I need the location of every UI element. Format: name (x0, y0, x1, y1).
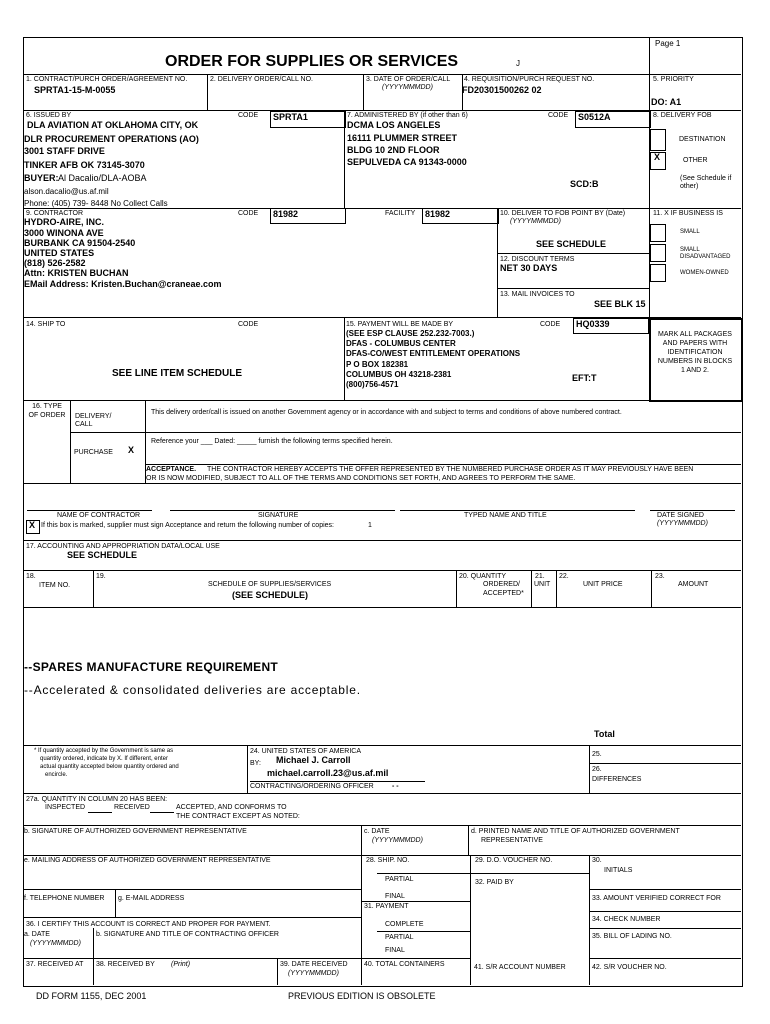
buyer-phone: Phone: (405) 739- 8448 No Collect Calls (24, 199, 168, 208)
payment-line-4: P O BOX 182381 (346, 360, 409, 369)
payment-line-1: (SEE ESP CLAUSE 252.232-7003.) (346, 329, 475, 338)
block1-label: 1. CONTRACT/PURCH ORDER/AGREEMENT NO. (26, 76, 188, 83)
block15-code-label: CODE (540, 321, 561, 328)
scd-value: SCD:B (570, 179, 599, 189)
acceptance-line-1: THE CONTRACTOR HEREBY ACCEPTS THE OFFER REPRESENTED BY THE NUMBERED PURCHASE ORDER AS IT MAY PREVIOUSLY HAVE BEEN (207, 466, 694, 473)
block35-label: 35. BILL OF LADING NO. (592, 933, 672, 940)
fob-destination: DESTINATION (679, 136, 726, 143)
type-purchase: PURCHASE (74, 449, 113, 456)
total-label: Total (594, 729, 615, 739)
block27e-label: e. MAILING ADDRESS OF AUTHORIZED GOVERNMENT REPRESENTATIVE (24, 857, 271, 864)
fob-other: OTHER (683, 157, 708, 164)
block36a-label: a. DATE (24, 931, 50, 938)
block26-differences: DIFFERENCES (592, 776, 642, 783)
block14-label: 14. SHIP TO (26, 321, 66, 328)
block26-label: 26. (592, 766, 602, 773)
officer-name: Michael J. Carroll (276, 755, 351, 765)
copies-check-mark: X (29, 520, 36, 530)
eft-value: EFT:T (572, 373, 597, 383)
contractor-line-1: HYDRO-AIRE, INC. (24, 217, 105, 227)
payment-code: HQ0339 (576, 319, 610, 329)
issued-by-line-4: TINKER AFB OK 73145-3070 (24, 160, 145, 170)
payment-partial: PARTIAL (385, 934, 414, 941)
block38-label: 38. RECEIVED BY (96, 961, 155, 968)
col22-num: 22. (559, 573, 569, 580)
block9-code-label: CODE (238, 210, 259, 217)
business-small: SMALL (680, 229, 700, 235)
block31-label: 31. PAYMENT (364, 903, 409, 910)
issued-by-line-3: 3001 STAFF DRIVE (24, 146, 105, 156)
title-mark: J (516, 59, 520, 68)
qty-inspected: INSPECTED (45, 804, 86, 811)
block34-label: 34. CHECK NUMBER (592, 916, 661, 923)
sig-name-of-contractor: NAME OF CONTRACTOR (57, 512, 141, 519)
block29-label: 29. D.O. VOUCHER NO. (475, 857, 553, 864)
block32-label: 32. PAID BY (475, 879, 514, 886)
sig-date-signed: DATE SIGNED (657, 512, 704, 519)
block27b-label: b. SIGNATURE OF AUTHORIZED GOVERNMENT REPRESENTATIVE (24, 828, 247, 835)
block27a-label: 27a. QUANTITY IN COLUMN 20 HAS BEEN: (26, 796, 168, 803)
fob-note: (See Schedule if other) (680, 175, 732, 190)
col20-ordered: ORDERED/ (483, 581, 520, 588)
block10-sub: (YYYYMMMDD) (510, 218, 561, 225)
previous-edition-note: PREVIOUS EDITION IS OBSOLETE (288, 991, 436, 1001)
priority-value: DO: A1 (651, 97, 682, 107)
ship-partial: PARTIAL (385, 876, 414, 883)
block27g-label: g. E-MAIL ADDRESS (118, 895, 185, 902)
requisition-number: FD20301500262 02 (462, 85, 542, 95)
block39-label: 39. DATE RECEIVED (280, 961, 348, 968)
block13-label: 13. MAIL INVOICES TO (500, 291, 575, 298)
buyer-email: alson.dacalio@us.af.mil (24, 187, 109, 196)
sig-date-sub: (YYYYMMMDD) (657, 520, 708, 527)
block14-code-label: CODE (238, 321, 259, 328)
block12-label: 12. DISCOUNT TERMS (500, 256, 575, 263)
delivery-call-text: This delivery order/call is issued on another Government agency or in accordance with and subject to terms and conditions of above numbered contract. (151, 409, 622, 416)
qty-note-1: * If quantity accepted by the Government is same as (34, 748, 174, 754)
col18-num: 18. (26, 573, 36, 580)
discount-terms: NET 30 DAYS (500, 263, 558, 273)
block5-label: 5. PRIORITY (653, 76, 694, 83)
col18-label: ITEM NO. (39, 582, 71, 589)
qty-note-4: encircle. (45, 772, 68, 778)
officer-email: michael.carroll.23@us.af.mil (267, 768, 389, 778)
business-disadvantaged: SMALL DISADVANTAGED (680, 247, 731, 260)
form-number: DD FORM 1155, DEC 2001 (36, 991, 147, 1001)
type-purchase-mark: X (128, 445, 135, 455)
issued-by-line-1: DLA AVIATION AT OKLAHOMA CITY, OK (27, 120, 199, 130)
form-title: ORDER FOR SUPPLIES OR SERVICES (165, 53, 459, 70)
contractor-line-4: UNITED STATES (24, 248, 95, 258)
copies-text: If this box is marked, supplier must sign Acceptance and return the following number of copies: (41, 522, 334, 529)
administered-by-line-2: 16111 PLUMMER STREET (347, 133, 458, 143)
block4-label: 4. REQUISITION/PURCH REQUEST NO. (464, 76, 595, 83)
mail-invoices-value: SEE BLK 15 (594, 299, 646, 309)
block11-label: 11. X IF BUSINESS IS (653, 210, 723, 217)
block2-label: 2. DELIVERY ORDER/CALL NO. (210, 76, 313, 83)
block30-initials: INITIALS (604, 867, 633, 874)
contractor-line-2: 3000 WINONA AVE (24, 228, 104, 238)
fob-other-mark: X (654, 152, 661, 162)
payment-line-3: DFAS-CO/WEST ENTITLEMENT OPERATIONS (346, 349, 521, 358)
qty-received: RECEIVED (114, 804, 150, 811)
sig-typed-name: TYPED NAME AND TITLE (464, 512, 547, 519)
block27f-label: f. TELEPHONE NUMBER (24, 895, 105, 902)
block39-sub: (YYYYMMMDD) (288, 970, 339, 977)
block42-label: 42. S/R VOUCHER NO. (592, 964, 667, 971)
business-women-owned: WOMEN-OWNED (680, 270, 729, 276)
acceptance-line-2: OR IS NOW MODIFIED, SUBJECT TO ALL OF THE TERMS AND CONDITIONS SET FORTH, AND AGREES TO PERFORM THE SAME. (146, 475, 576, 482)
block41-label: 41. S/R ACCOUNT NUMBER (474, 964, 566, 971)
qty-note-2: quantity ordered, indicate by X. If different, enter (40, 756, 168, 762)
block27d-label-2: REPRESENTATIVE (481, 837, 543, 844)
payment-final: FINAL (385, 947, 405, 954)
block15-label: 15. PAYMENT WILL BE MADE BY (346, 321, 454, 328)
block27c-sub: (YYYYMMMDD) (372, 837, 423, 844)
block28-label: 28. SHIP. NO. (366, 857, 410, 864)
block25-label: 25. (592, 751, 602, 758)
administered-by-code: S0512A (578, 112, 611, 122)
block3-sub: (YYYYMMMDD) (382, 84, 433, 91)
copies-number: 1 (368, 522, 372, 529)
payment-line-2: DFAS - COLUMBUS CENTER (346, 339, 456, 348)
col23-label: AMOUNT (678, 581, 709, 588)
col20-label: 20. QUANTITY (459, 573, 507, 580)
block8-label: 8. DELIVERY FOB (653, 112, 712, 119)
ship-final: FINAL (385, 893, 405, 900)
mark-all-packages: MARK ALL PACKAGES AND PAPERS WITH IDENTIFICATION NUMBERS IN BLOCKS 1 AND 2. (657, 331, 733, 375)
block40-label: 40. TOTAL CONTAINERS (364, 961, 445, 968)
contractor-line-6: Attn: KRISTEN BUCHAN (24, 268, 129, 278)
accounting-value: SEE SCHEDULE (67, 550, 138, 560)
block3-label: 3. DATE OF ORDER/CALL (366, 76, 451, 83)
facility-code: 81982 (425, 209, 451, 219)
accelerated-deliveries: --Accelerated & consolidated deliveries are acceptable. (24, 683, 361, 697)
qty-except: THE CONTRACT EXCEPT AS NOTED: (176, 813, 300, 820)
page-label: Page 1 (655, 39, 681, 48)
block10-label: 10. DELIVER TO FOB POINT BY (Date) (500, 210, 626, 217)
contractor-code: 81982 (273, 209, 299, 219)
block38-print: (Print) (171, 961, 191, 968)
acceptance-head: ACCEPTANCE. (146, 466, 197, 473)
type-delivery-call: DELIVERY/ CALL (75, 413, 112, 428)
col21-label: UNIT (534, 581, 551, 588)
col21-num: 21. (535, 573, 545, 580)
qty-accepted: ACCEPTED, AND CONFORMS TO (176, 804, 287, 811)
payment-line-6: (800)756-4571 (346, 380, 399, 389)
col23-num: 23. (655, 573, 665, 580)
block9-label: 9. CONTRACTOR (26, 210, 84, 217)
block24-by: BY: (250, 760, 261, 767)
col19-value: (SEE SCHEDULE) (232, 590, 309, 600)
administered-by-line-4: SEPULVEDA CA 91343-0000 (347, 157, 467, 167)
block37-label: 37. RECEIVED AT (26, 961, 84, 968)
spares-requirement: --SPARES MANUFACTURE REQUIREMENT (24, 660, 279, 674)
block30-label: 30. (592, 857, 602, 864)
block33-label: 33. AMOUNT VERIFIED CORRECT FOR (592, 895, 721, 902)
block36-label: 36. I CERTIFY THIS ACCOUNT IS CORRECT AND PROPER FOR PAYMENT. (26, 921, 271, 928)
deliver-by-value: SEE SCHEDULE (536, 239, 607, 249)
block6-label: 6. ISSUED BY (26, 112, 72, 119)
sig-signature: SIGNATURE (258, 512, 299, 519)
buyer-name: Al Dacalio/DLA-AOBA (58, 173, 147, 183)
block36a-sub: (YYYYMMMDD) (30, 940, 81, 947)
contract-number: SPRTA1-15-M-0055 (34, 85, 116, 95)
col19-label: SCHEDULE OF SUPPLIES/SERVICES (208, 581, 332, 588)
buyer-label: BUYER: (24, 173, 59, 183)
officer-dash: - - (392, 783, 399, 790)
administered-by-line-3: BLDG 10 2ND FLOOR (347, 145, 440, 155)
block27d-label: d. PRINTED NAME AND TITLE OF AUTHORIZED GOVERNMENT (471, 828, 680, 835)
ship-to-value: SEE LINE ITEM SCHEDULE (112, 368, 243, 379)
contractor-line-5: (818) 526-2582 (24, 258, 86, 268)
payment-line-5: COLUMBUS OH 43218-2381 (346, 370, 452, 379)
officer-title: CONTRACTING/ORDERING OFFICER (250, 783, 374, 790)
block17-label: 17. ACCOUNTING AND APPROPRIATION DATA/LOCAL USE (26, 543, 220, 550)
facility-label: FACILITY (385, 210, 416, 217)
block16-label: 16. TYPE OF ORDER (28, 403, 66, 420)
block24-label: 24. UNITED STATES OF AMERICA (250, 748, 361, 755)
block36b-label: b. SIGNATURE AND TITLE OF CONTRACTING OFFICER (96, 931, 279, 938)
col19-num: 19. (96, 573, 106, 580)
block7-code-label: CODE (548, 112, 569, 119)
col22-label: UNIT PRICE (583, 581, 623, 588)
block7-label: 7. ADMINISTERED BY (if other than 6) (347, 112, 468, 119)
contractor-line-3: BURBANK CA 91504-2540 (24, 238, 136, 248)
block27c-label: c. DATE (364, 828, 390, 835)
payment-complete: COMPLETE (385, 921, 424, 928)
reference-text: Reference your ___ Dated: _____ furnish the following terms specified herein. (151, 438, 393, 445)
col20-accepted: ACCEPTED* (483, 590, 524, 597)
administered-by-line-1: DCMA LOS ANGELES (347, 120, 441, 130)
issued-by-code: SPRTA1 (273, 112, 308, 122)
contractor-email: EMail Address: Kristen.Buchan@craneae.com (24, 279, 222, 289)
issued-by-line-2: DLR PROCUREMENT OPERATIONS (AO) (24, 134, 199, 144)
qty-note-3: actual quantity accepted below quantity ordered and (40, 764, 179, 770)
block6-code-label: CODE (238, 112, 259, 119)
